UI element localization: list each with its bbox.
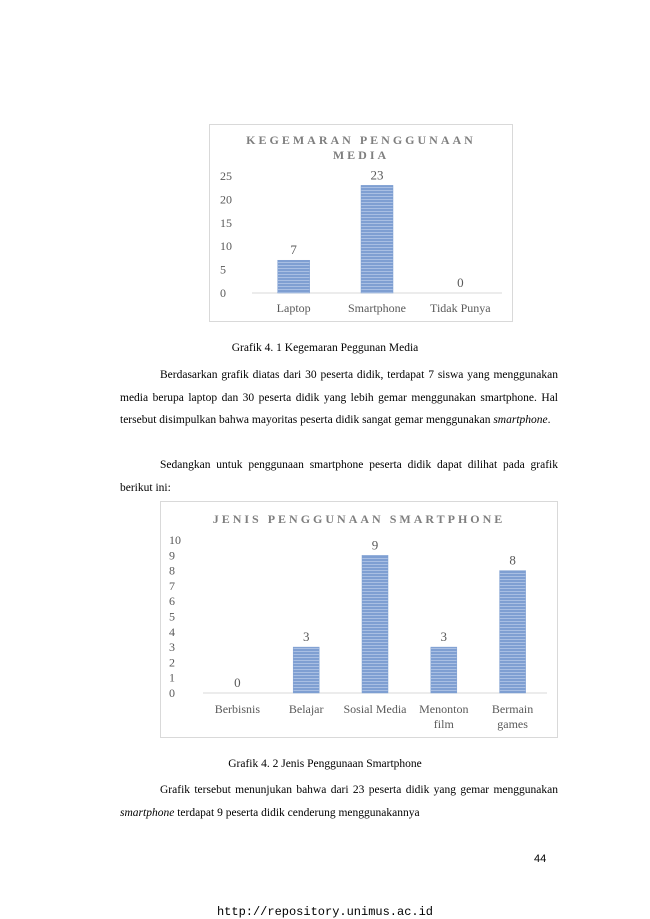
chart-jenis-penggunaan-smartphone — [160, 501, 558, 738]
category-label: film — [433, 717, 454, 731]
y-tick-label: 10 — [169, 533, 181, 547]
y-tick-label: 8 — [169, 563, 175, 578]
category-label: Belajar — [288, 702, 324, 716]
bar — [278, 260, 310, 293]
chart2-title: JENIS PENGGUNAAN SMARTPHONE — [212, 512, 506, 526]
bar — [362, 555, 388, 693]
category-label: games — [497, 717, 528, 731]
data-label: 23 — [370, 167, 384, 183]
y-tick-label: 7 — [169, 578, 175, 593]
data-label: 8 — [509, 552, 516, 568]
y-tick-label: 0 — [220, 286, 226, 300]
paragraph-3-italic: smartphone — [120, 806, 175, 819]
y-tick-label: 6 — [169, 594, 175, 609]
bar — [500, 571, 526, 693]
y-tick-label: 25 — [220, 169, 232, 183]
chart1-caption: Grafik 4. 1 Kegemaran Peggunan Media — [231, 342, 419, 354]
chart1-title-line1: KEGEMARAN PENGGUNAAN — [246, 133, 476, 147]
y-tick-label: 2 — [169, 655, 175, 670]
paragraph-3 — [120, 779, 558, 824]
paragraph-1-end: . — [547, 414, 551, 426]
y-tick-label: 5 — [220, 262, 226, 277]
page-number: 44 — [534, 853, 547, 865]
y-tick-label: 3 — [169, 640, 175, 655]
chart-kegemaran-penggunaan-media — [209, 124, 513, 322]
y-tick-label: 10 — [220, 239, 232, 254]
y-tick-label: 9 — [169, 548, 175, 563]
data-label: 7 — [290, 242, 297, 258]
y-tick-label: 0 — [169, 686, 175, 700]
bar — [431, 647, 457, 693]
paragraph-1 — [120, 364, 558, 432]
paragraph-2-text: Sedangkan untuk penggunaan smartphone peserta didik dapat dilihat pada grafik berikut ini: — [120, 459, 558, 494]
paragraph-1-italic: smartphone — [493, 414, 548, 426]
data-label: 0 — [234, 675, 241, 690]
paragraph-3-end: terdapat 9 peserta didik cenderung menggunakannya — [174, 806, 420, 819]
y-tick-label: 20 — [220, 192, 232, 207]
data-label: 0 — [457, 275, 464, 290]
paragraph-2 — [120, 454, 558, 499]
y-tick-label: 1 — [169, 670, 175, 685]
data-label: 3 — [302, 629, 310, 645]
category-label: Sosial Media — [343, 702, 407, 716]
bar — [361, 185, 393, 293]
y-tick-label: 5 — [169, 609, 175, 624]
chart1-title-line2: MEDIA — [332, 148, 390, 162]
y-tick-label: 15 — [220, 215, 232, 230]
category-label: Berbisnis — [214, 702, 261, 716]
paragraph-3-text: Grafik tersebut menunjukan bahwa dari 23 peserta didik yang gemar menggunakan — [160, 784, 558, 796]
category-label: Bermain — [491, 702, 534, 716]
chart1-plot — [210, 125, 512, 321]
chart2-caption: Grafik 4. 2 Jenis Penggunaan Smartphone — [228, 758, 422, 770]
category-label: Laptop — [276, 301, 311, 315]
paragraph-1-text: Berdasarkan grafik diatas dari 30 peserta didik, terdapat 7 siswa yang menggunakan media berupa laptop dan 30 peserta didik yang lebih gemar menggunakan smartphone. Hal tersebut disimpulkan bahwa mayoritas peserta didik sangat gemar menggunakan — [120, 369, 558, 426]
category-label: Tidak Punya — [430, 301, 491, 315]
data-label: 9 — [371, 537, 379, 553]
category-label: Menonton — [419, 702, 469, 716]
footer-url: http://repository.unimus.ac.id — [216, 905, 434, 919]
data-label: 3 — [440, 629, 448, 645]
y-tick-label: 4 — [169, 624, 175, 639]
bar — [293, 647, 319, 693]
category-label: Smartphone — [348, 301, 406, 315]
chart2-plot — [161, 502, 557, 737]
